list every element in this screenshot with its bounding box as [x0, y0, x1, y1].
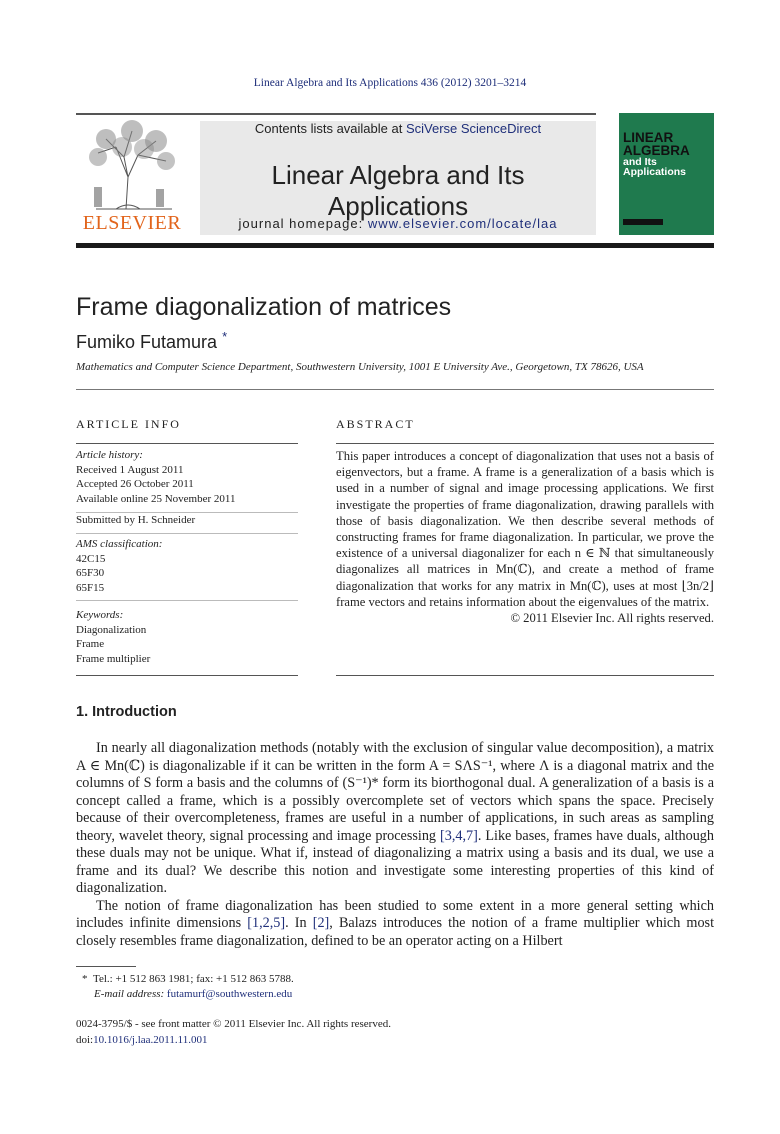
doi-label: doi:: [76, 1034, 94, 1046]
ams-code: 42C15: [76, 552, 106, 565]
section-heading-introduction: 1. Introduction: [76, 704, 177, 720]
cover-sub-line2: Applications: [623, 166, 687, 178]
history-label: Article history:: [76, 449, 143, 461]
p2-text-a: The notion of frame diagonalization has been studied to some extent in a more general setting which includes infinite dimensions: [76, 897, 714, 931]
affiliation: Mathematics and Computer Science Department, Southwestern University, 1001 E University Ave., Georgetown, TX 78626, USA: [76, 361, 644, 373]
journal-citation[interactable]: Linear Algebra and Its Applications 436 (2012) 3201–3214: [253, 77, 527, 89]
contents-line: [200, 121, 596, 136]
abstract-rule-top: [336, 443, 714, 444]
cover-subtitle: [623, 157, 686, 177]
cover-title-line1: LINEAR: [623, 130, 674, 145]
footnote-contact: [82, 972, 294, 987]
affiliation-rule: [76, 389, 714, 390]
ams-code: 65F15: [76, 581, 105, 594]
author-footnote: [82, 972, 294, 1002]
article-history: [76, 448, 298, 506]
journal-title: Linear Algebra and Its Applications: [271, 160, 525, 221]
contents-prefix: Contents lists available at: [254, 121, 406, 136]
submitted-rule: [76, 533, 298, 534]
abstract-body: [336, 448, 714, 626]
cover-title-line2: ALGEBRA: [623, 143, 690, 158]
doi-link[interactable]: 10.1016/j.laa.2011.11.001: [93, 1034, 208, 1046]
footnote-tel: Tel.: +1 512 863 1981; fax: +1 512 863 5788.: [93, 973, 294, 985]
ams-classification: [76, 537, 162, 595]
article-info-rule-bottom: [76, 675, 298, 676]
ams-label: AMS classification:: [76, 538, 163, 550]
keyword: Frame: [76, 638, 105, 650]
sciencedirect-link[interactable]: SciVerse ScienceDirect: [405, 121, 542, 136]
keywords-label: Keywords:: [76, 609, 124, 621]
cover-strip: [623, 219, 663, 225]
p2-text-b: . In: [285, 915, 313, 931]
issn-line: 0024-3795/$ - see front matter © 2011 Elsevier Inc. All rights reserved.: [76, 1018, 391, 1030]
online-date: Available online 25 November 2011: [76, 492, 236, 505]
email-label: E-mail address:: [94, 988, 167, 1000]
intro-paragraph-2: [76, 898, 714, 951]
homepage-prefix: journal homepage:: [238, 216, 368, 231]
ams-code: 65F30: [76, 567, 105, 579]
footnote-rule: [76, 966, 136, 967]
received-date: Received 1 August 2011: [76, 463, 184, 476]
author-name: Fumiko Futamura: [76, 332, 218, 352]
header-thick-rule: [76, 243, 714, 248]
homepage-link[interactable]: www.elsevier.com/locate/laa: [367, 216, 558, 231]
abstract-heading: ABSTRACT: [336, 417, 415, 431]
p1-text-b: . Like bases, frames have duals, although these duals may not be unique. What if, instead of diagonalizing a matrix using a basis and its dual, we use a frame and its dual? We describe this notion and investigate some interesting properties of this kind of diagonalization.: [76, 827, 714, 896]
homepage-line: [200, 216, 596, 231]
footnote-email-line: [82, 987, 294, 1002]
email-link[interactable]: futamurf@southwestern.edu: [166, 988, 293, 1000]
footnote-mark: *: [82, 973, 88, 985]
article-info-rule-top: [76, 443, 298, 444]
article-info-heading: ARTICLE INFO: [76, 417, 181, 431]
citation-link[interactable]: [3,4,7]: [440, 827, 478, 844]
cover-title: [623, 131, 690, 157]
doi-line: [76, 1032, 391, 1048]
p2-text-c: , Balazs introduces the notion of a frame multiplier which most closely resembles frame diagonalization, defined to be an operator acting on a Hilbert: [76, 915, 715, 949]
abstract-text: This paper introduces a concept of diagonalization that uses not a basis of eigenvectors, but a frame. A frame is a generalization of a basis which is used in a number of signal and image processing applications. We first investigate the properties of frame diagonalization, drawing parallels with those of basis diagonalization. We then describe several methods of constructing frames for frame diagonalization. In particular, we prove the existence of a universal diagonalizer for each n ∈ ℕ that simultaneously diagonalizes all matrices in Mn(ℂ), and create a method of frame diagonalization that works for any matrix in Mn(ℂ), uses at most ⌊3n/2⌋ frame vectors and retains information about the eigenvalues of the matrix.: [336, 449, 714, 609]
elsevier-wordmark: ELSEVIER: [82, 212, 182, 234]
intro-paragraph-1: [76, 740, 714, 898]
citation-link[interactable]: [2]: [312, 915, 330, 931]
keywords: [76, 608, 150, 666]
author-line: [76, 329, 227, 353]
keyword: Frame multiplier: [76, 652, 151, 665]
abstract-rule-bottom: [336, 675, 714, 676]
p1-text-a: In nearly all diagonalization methods (notably with the exclusion of singular value decomposition), a matrix A ∈ Mn(ℂ) is diagonalizable if it can be written in the form A = SΛS⁻¹, where Λ is a diagonal matrix and the columns of S form a basis and the columns of (S⁻¹)* form its biorthogonal dual. A generalization of a basis is a concept called a frame, which is a possibly overcomplete set of vectors which spans the space. Precisely because of their overcompleteness, frames are useful in a number of applications, in such areas as sampling theory, wavelet theory, signal processing and image processing: [76, 740, 714, 844]
introduction-body: [76, 740, 714, 950]
accepted-date: Accepted 26 October 2011: [76, 478, 194, 490]
citation-link[interactable]: [1,2,5]: [247, 915, 286, 931]
abstract-copyright: © 2011 Elsevier Inc. All rights reserved.: [510, 611, 714, 626]
author-footnote-mark[interactable]: *: [222, 329, 228, 344]
front-matter: [76, 1016, 391, 1048]
ams-rule: [76, 600, 298, 601]
top-divider: [76, 113, 596, 115]
paper-title: Frame diagonalization of matrices: [76, 293, 452, 321]
keyword: Diagonalization: [76, 623, 147, 636]
submitted-by: Submitted by H. Schneider: [76, 514, 196, 526]
cover-sub-line1: and Its: [623, 156, 657, 168]
